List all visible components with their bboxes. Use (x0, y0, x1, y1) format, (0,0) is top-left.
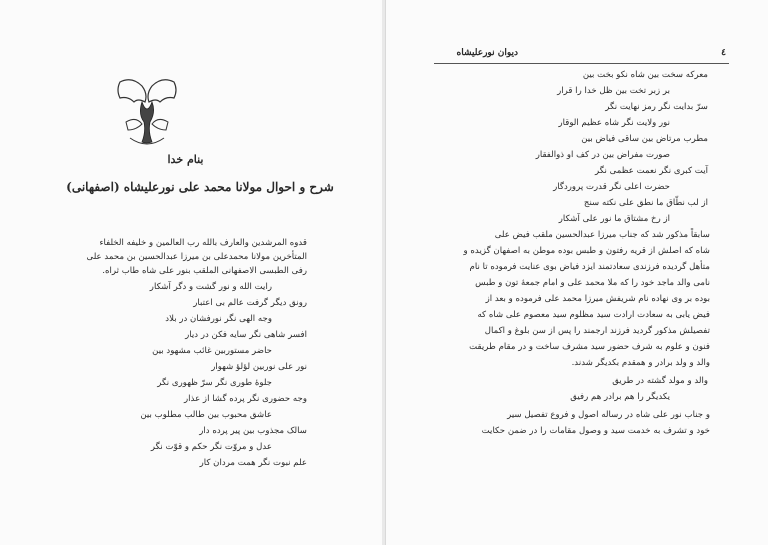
header-divider (434, 63, 729, 64)
prose-line: نامی والد ماجد خود را که ملا محمد علی و امام جمعهٔ تون و طبس (475, 278, 710, 288)
verse-line: عاشق محبوب بین طالب مطلوب بین (140, 410, 272, 420)
verse-line: از لب نطّاق ما نطق علی نکته سنج (583, 198, 708, 208)
verse-line: نور علی نوربین لؤلؤ شهوار (211, 362, 307, 372)
prose-line: المتأخرین مولانا محمدعلی بن میرزا عبدالحسین بن محمد علی (86, 252, 307, 262)
verse-line: صورت مفراض بین در کف او ذوالفقار (535, 150, 670, 160)
prose-line: سابقاً مذکور شد که جناب میرزا عبدالحسین ملقب فیض علی (494, 230, 710, 240)
verse-line: رونق دیگر گرفت عالم بی اعتبار (193, 298, 307, 308)
prose-line: رفی الطبسی الاصفهانی الملقب بنور علی شاه طاب ثراه. (102, 266, 307, 276)
prose-line: تفصیلش مذکور گردید فرزند ارجمند را پس از سن بلوغ و اکمال (484, 326, 710, 336)
verse-line: والد و مولد گشته در طریق (612, 376, 708, 386)
verse-line: وجه حضوری نگر پرده گشا از عذار (184, 394, 307, 404)
left-page (0, 0, 383, 545)
prose-line: متأهل گردیده فرزندی سعادتمند ایزد فیاض بوی عنایت فرموده تا نام (469, 262, 710, 272)
prose-line: قدوه المرشدین والعارف بالله رب العالمین و خلیفه الخلفاء (99, 238, 307, 248)
verse-line: نور ولایت نگر شاه عظیم الوقار (558, 118, 670, 128)
verse-line: رایت الله و نور گشت و دگر آشکار (149, 282, 272, 292)
verse-line: یکدیگر را هم برادر هم رفیق (570, 392, 670, 402)
prose-line: بوده بر وی نهاده نام شریفش میرزا محمد علی فرموده و بعد از (485, 294, 710, 304)
prose-line: فنون و علوم به شرف حضور سید مشرف ساخت و در مقام طریقت (469, 342, 710, 352)
prose-line: شاه که اصلش از قریه رفتون و طبس بوده موطن به اصفهان گزیده و (463, 246, 710, 256)
verse-line: عدل و مروّت نگر حکم و قوّت نگر (150, 442, 272, 452)
verse-line: جلوهٔ طوری نگر سرّ ظهوری نگر (157, 378, 272, 388)
bismillah-heading: بنام خدا (167, 153, 204, 166)
verse-line: معرکه سخت بین شاه نکو بخت بین (582, 70, 708, 80)
verse-line: سرّ بدایت نگر رمز نهایت نگر (605, 102, 708, 112)
emblem-ornament (112, 72, 182, 152)
verse-line: افسر شاهی نگر سایه فکن در دیار (185, 330, 307, 340)
page-number: ٤ (721, 48, 726, 58)
prose-line: فیض یابی به سعادت ارادت سید مظلوم سید معصوم علی شاه که (477, 310, 710, 320)
verse-line: حضرت اعلی نگر قدرت پروردگار (553, 182, 670, 192)
verse-line: سالک مجذوب بین پیر پرده دار (199, 426, 307, 436)
chapter-title: شرح و احوال مولانا محمد علی نورعلیشاه (اصفهانی) (66, 180, 334, 194)
verse-line: مطرب مرتاض بین ساقی فیاض بین (581, 134, 708, 144)
verse-line: وجه الهی نگر نورفشان در بلاد (165, 314, 272, 324)
verse-line: از رخ مشتاق ما نور علی آشکار (558, 214, 670, 224)
verse-line: بر زبر تخت بین ظل خدا را قرار (557, 86, 670, 96)
verse-line: حاضر مستوربین غائب مشهود بین (152, 346, 272, 356)
running-head-title: دیوان نورعلیشاه (456, 48, 518, 58)
prose-line: و جناب نور علی شاه در رساله اصول و فروع تفصیل سیر (507, 410, 710, 420)
verse-line: علم نبوت نگر همت مردان کار (199, 458, 307, 468)
right-page (385, 0, 768, 545)
prose-line: خود و تشرف به خدمت سید و وصول مقامات را در ضمن حکایت (481, 426, 710, 436)
verse-line: آیت کبری نگر نعمت عظمی نگر (594, 166, 708, 176)
prose-line: والد و ولد برادر و همقدم بکدیگر شدند. (571, 358, 710, 368)
